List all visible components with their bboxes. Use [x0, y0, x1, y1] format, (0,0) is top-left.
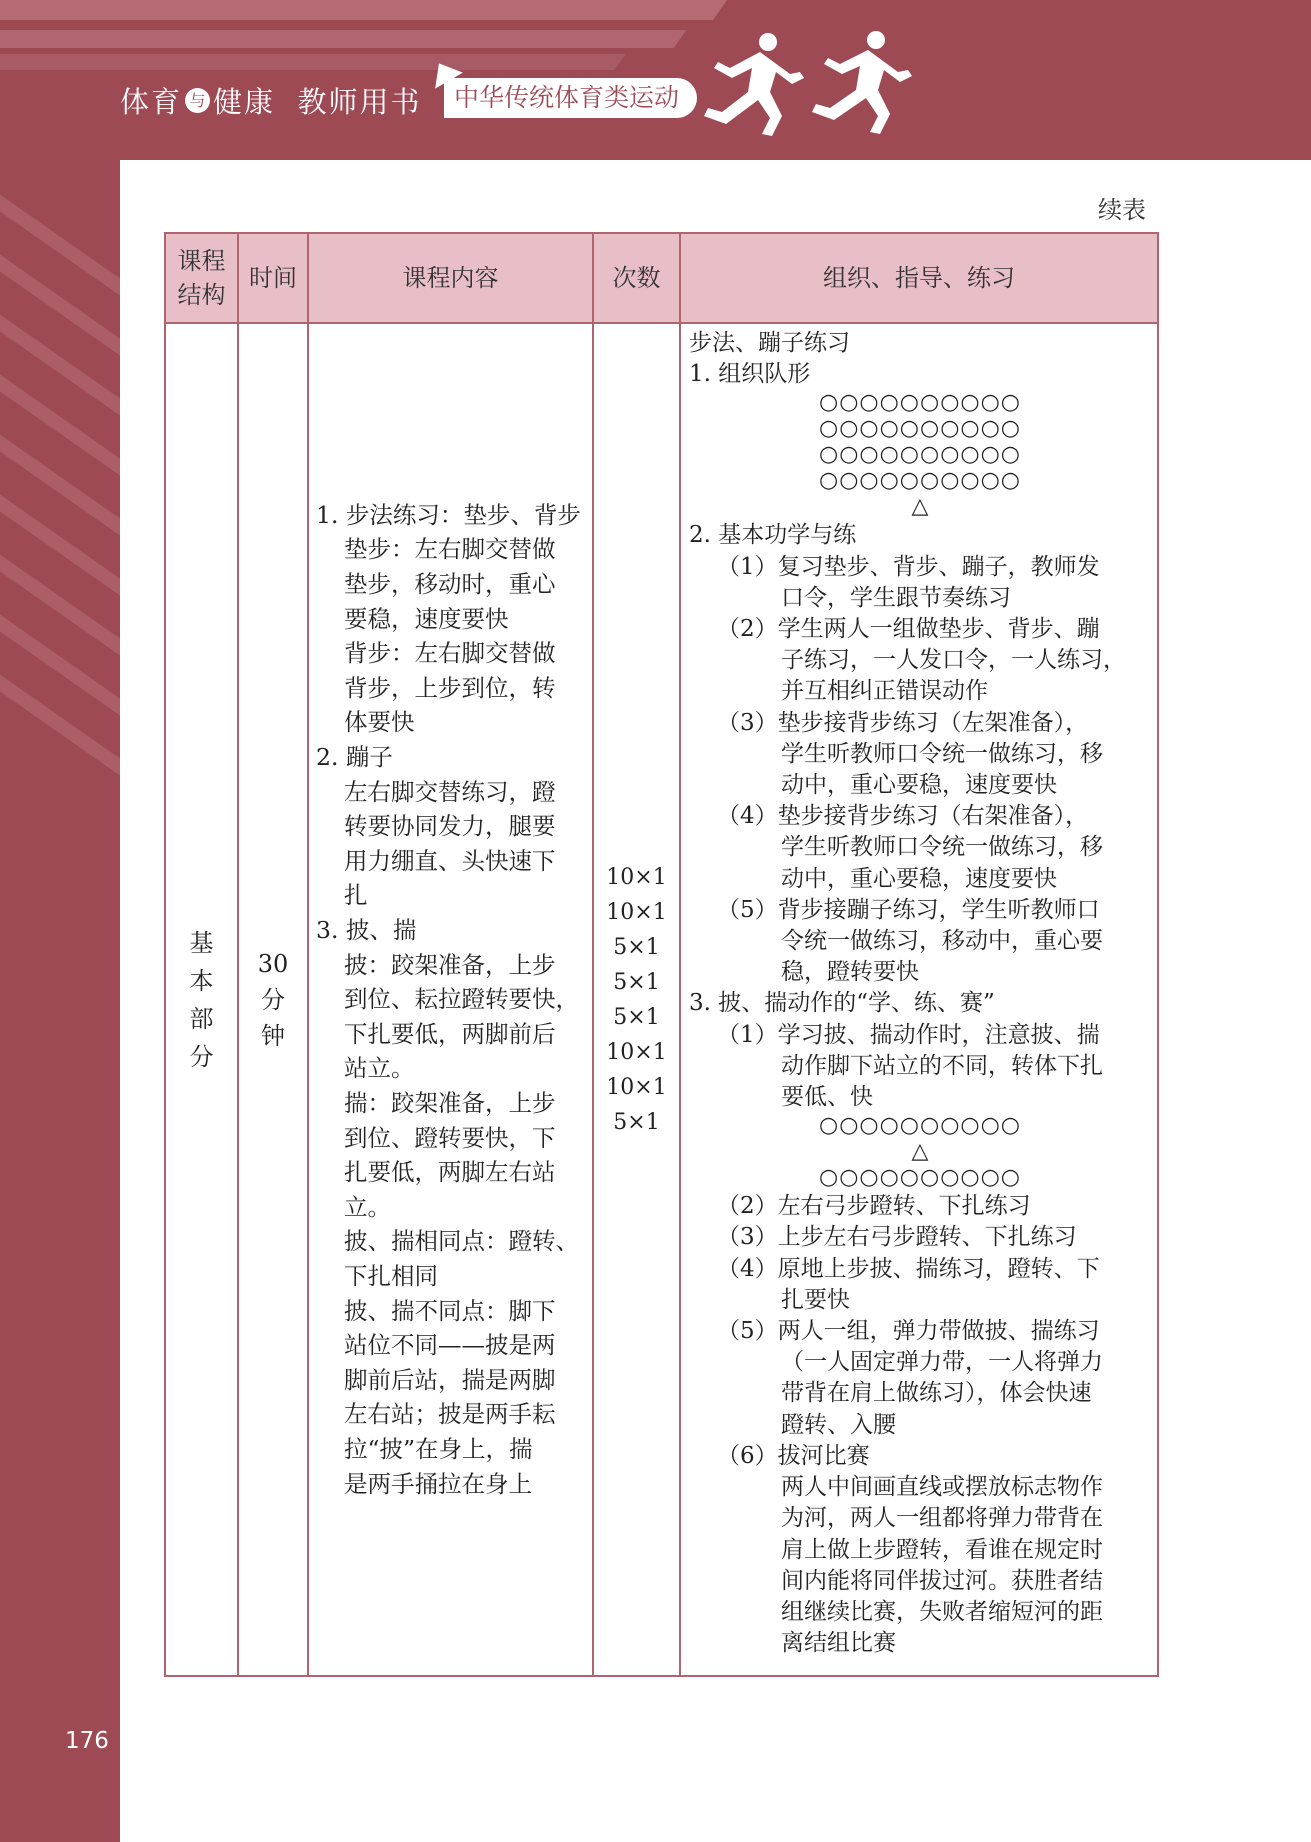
formation-row: ○○○○○○○○○○ [819, 442, 1021, 468]
organization-line: 为河，两人一组都将弹力带背在 [781, 1505, 1103, 1532]
organization-line: 动中，重心要稳，速度要快 [781, 772, 1057, 799]
content-line: 背步：左右脚交替做 [344, 639, 556, 668]
organization-line: 3. 披、揣动作的“学、练、赛” [689, 990, 995, 1017]
content-line: 站立。 [344, 1054, 415, 1083]
content-line: 垫步，移动时，重心 [344, 570, 556, 599]
structure-char: 基 [189, 928, 214, 957]
count-value: 5×1 [613, 969, 660, 995]
organization-line: 带背在肩上做练习），体会快速 [781, 1380, 1092, 1407]
organization-line: （1）复习垫步、背步、蹦子，教师发 [717, 553, 1100, 580]
organization-line: （6）拔河比赛 [717, 1442, 870, 1469]
header-content: 课程内容 [308, 233, 593, 323]
count-value: 10×1 [606, 1039, 667, 1065]
content-line: 用力绷直、头快速下 [344, 846, 556, 875]
organization-line: （1）学习披、揣动作时，注意披、揣 [717, 1021, 1100, 1048]
content-line: 3. 披、揣 [316, 916, 417, 945]
organization-line: 间内能将同伴拔过河。获胜者结 [781, 1567, 1103, 1594]
organization-line: 令统一做练习，移动中，重心要 [781, 928, 1103, 955]
content-line: 背步，上步到位，转 [344, 673, 556, 702]
count-value: 5×1 [613, 1109, 660, 1135]
book-title [120, 80, 421, 121]
organization-cell [680, 323, 1158, 1676]
organization-line: （3）垫步接背步练习（左架准备）， [717, 709, 1089, 736]
content-line: 1. 步法练习：垫步、背步 [316, 500, 581, 529]
content-line: 披、揣相同点：蹬转、 [344, 1227, 579, 1256]
organization-line: （4）原地上步披、揣练习，蹬转、下 [717, 1255, 1100, 1282]
content-line: 体要快 [344, 708, 415, 737]
content-line: 是两手捅拉在身上 [344, 1469, 532, 1498]
content-line: 下扎要低，两脚前后 [344, 1019, 556, 1048]
organization-line: （2）学生两人一组做垫步、背步、蹦 [717, 616, 1100, 643]
structure-cell [165, 323, 238, 1676]
organization-line: 要低、快 [781, 1084, 873, 1111]
continued-label: 续表 [1098, 196, 1146, 224]
organization-line: 离结组比赛 [781, 1630, 896, 1657]
table-header-row [165, 233, 1158, 323]
formation-row: ○○○○○○○○○○ [819, 416, 1021, 442]
page-number: 176 [65, 1728, 109, 1754]
organization-line: 动中，重心要稳，速度要快 [781, 865, 1057, 892]
organization-line: （2）左右弓步蹬转、下扎练习 [717, 1193, 1031, 1220]
organization-line: 1. 组织队形 [689, 361, 811, 388]
organization-line: 组继续比赛，失败者缩短河的距 [781, 1598, 1103, 1625]
content-line: 左右脚交替练习，蹬 [344, 777, 556, 806]
organization-line: 稳，蹬转要快 [781, 959, 919, 986]
time-unit: 分 [261, 985, 285, 1014]
header-structure: 课程结构 [165, 233, 238, 323]
book-title-right: 健康 教师用书 [213, 85, 422, 119]
header-time: 时间 [238, 233, 308, 323]
organization-line: （3）上步左右弓步蹬转、下扎练习 [717, 1224, 1077, 1251]
decor-band [0, 30, 686, 48]
content-line: 垫步：左右脚交替做 [344, 535, 556, 564]
time-cell [238, 323, 308, 1676]
organization-line: 动作脚下站立的不同，转体下扎 [781, 1052, 1103, 1079]
decor-stripe [0, 165, 120, 344]
count-value: 10×1 [606, 899, 667, 925]
organization-line: 肩上做上步蹬转，看谁在规定时 [781, 1536, 1103, 1563]
count-cell [593, 323, 680, 1676]
content-cell [308, 323, 593, 1676]
chapter-tag: 中华传统体育类运动 [444, 78, 697, 118]
decor-band [0, 0, 727, 20]
organization-line: 学生听教师口令统一做练习，移 [781, 740, 1103, 767]
content-line: 披、揣不同点：脚下 [344, 1296, 556, 1325]
content-list [316, 498, 586, 1501]
organization-list [689, 324, 1151, 1659]
count-value: 5×1 [613, 934, 660, 960]
content-line: 2. 蹦子 [316, 743, 393, 772]
teacher-triangle-icon: △ [911, 494, 929, 520]
content-line: 扎 [344, 881, 368, 910]
content-line: 拉“披”在身上，揣 [344, 1434, 533, 1463]
content-line: 披：跤架准备，上步 [344, 950, 556, 979]
teacher-triangle-icon: △ [911, 1139, 929, 1165]
content-line: 揣：跤架准备，上步 [344, 1088, 556, 1117]
formation-row: ○○○○○○○○○○ [819, 390, 1021, 416]
formation-row: ○○○○○○○○○○ [819, 1165, 1021, 1191]
organization-line: 蹬转、入腰 [781, 1411, 896, 1438]
content-line: 转要协同发力，腿要 [344, 812, 556, 841]
organization-line: 两人中间画直线或摆放标志物作 [781, 1474, 1103, 1501]
organization-line: （5）背步接蹦子练习，学生听教师口 [717, 896, 1100, 923]
lesson-table [164, 232, 1159, 1677]
content-line: 立。 [344, 1192, 391, 1221]
content-line: 左右站；披是两手耘 [344, 1400, 556, 1429]
organization-line: （5）两人一组，弹力带做披、揣练习 [717, 1318, 1100, 1345]
content-line: 脚前后站，揣是两脚 [344, 1365, 556, 1394]
structure-char: 部 [189, 1004, 214, 1033]
time-unit: 钟 [261, 1021, 285, 1050]
organization-line: 口令，学生跟节奏练习 [781, 584, 1011, 611]
content-line: 要稳，速度要快 [344, 604, 509, 633]
count-value: 10×1 [606, 864, 667, 890]
content-line: 到位、耘拉蹬转要快， [344, 985, 579, 1014]
structure-char: 分 [189, 1042, 214, 1071]
count-value: 10×1 [606, 1074, 667, 1100]
count-list [594, 860, 679, 1140]
organization-line: 并互相纠正错误动作 [781, 678, 988, 705]
formation-row: ○○○○○○○○○○ [819, 468, 1021, 494]
organization-line: 步法、蹦子练习 [689, 330, 850, 356]
organization-line: 学生听教师口令统一做练习，移 [781, 834, 1103, 861]
content-line: 扎要低，两脚左右站 [344, 1158, 556, 1187]
formation-row: ○○○○○○○○○○ [819, 1113, 1021, 1139]
decor-band [0, 54, 626, 70]
table-row [165, 323, 1158, 1676]
organization-line: 子练习，一人发口令，一人练习， [781, 647, 1126, 674]
book-title-left: 体育 [120, 85, 183, 119]
left-sidebar [0, 165, 120, 1842]
organization-line: （4）垫步接背步练习（右架准备）， [717, 803, 1089, 830]
content-line: 到位、蹬转要快，下 [344, 1123, 556, 1152]
runners-icon [700, 28, 930, 138]
header-count: 次数 [593, 233, 680, 323]
time-value: 30 [257, 949, 289, 978]
count-value: 5×1 [613, 1004, 660, 1030]
header-organization: 组织、指导、练习 [680, 233, 1158, 323]
book-title-dot: 与 [185, 88, 210, 113]
organization-line: （一人固定弹力带，一人将弹力 [781, 1349, 1103, 1376]
header-banner [0, 0, 1311, 165]
content-line: 下扎相同 [344, 1261, 438, 1290]
structure-char: 本 [189, 966, 214, 995]
organization-line: 扎要快 [781, 1286, 850, 1313]
content-line: 站位不同——披是两 [344, 1331, 556, 1360]
organization-line: 2. 基本功学与练 [689, 522, 857, 549]
